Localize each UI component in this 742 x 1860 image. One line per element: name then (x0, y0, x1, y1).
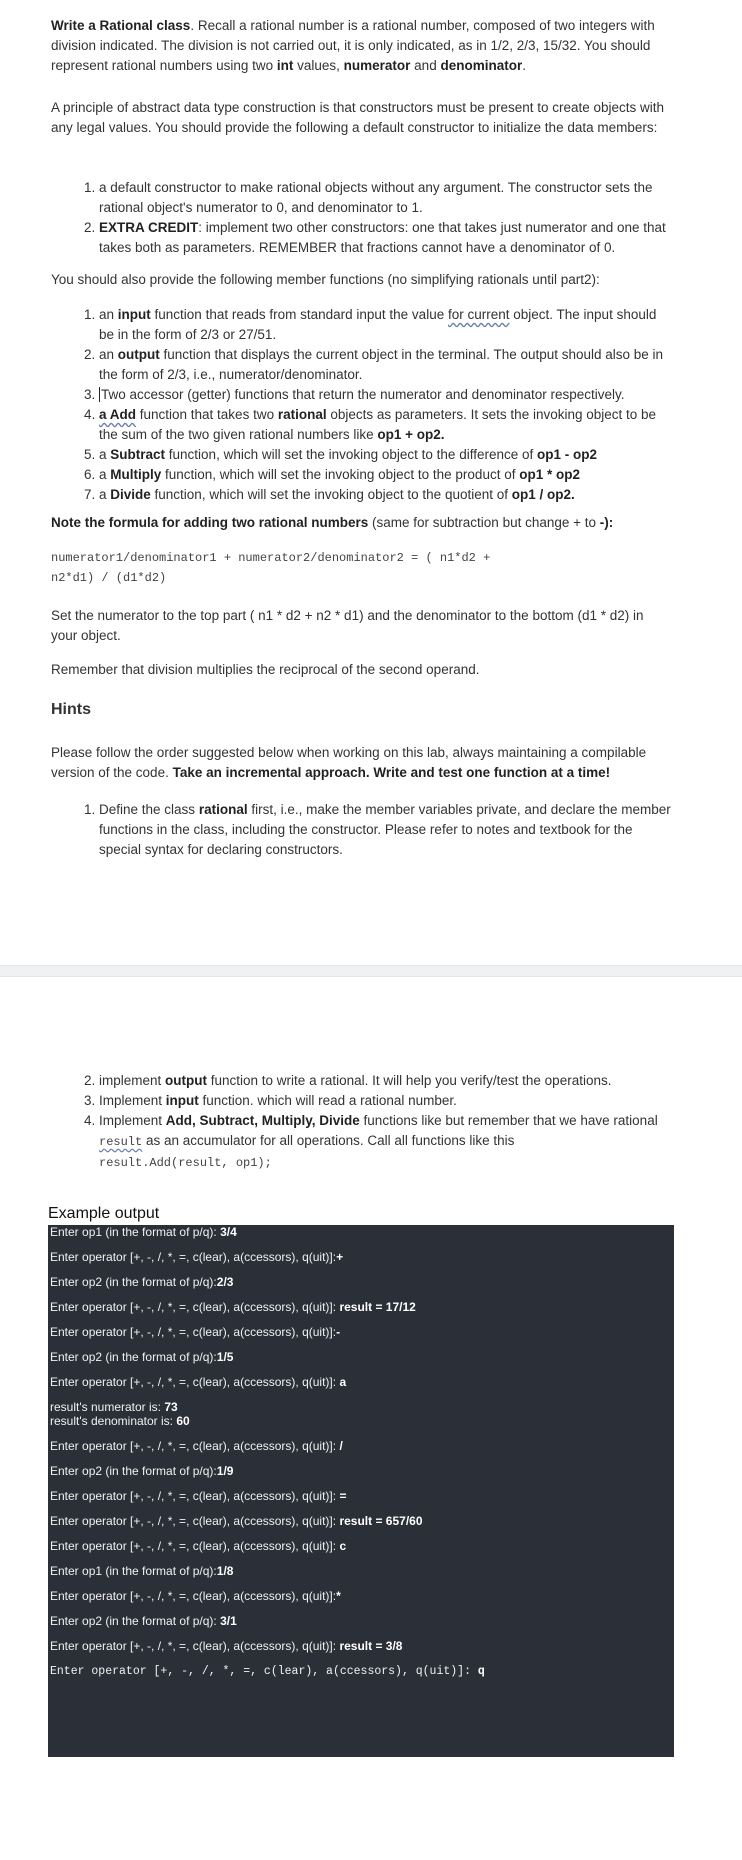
terminal-output (48, 1225, 674, 1757)
list-item: 2. implement output function to write a rational. It will help you verify/test the operations. (99, 1071, 671, 1091)
terminal-line: Enter operator [+, -, /, *, =, c(lear), a(ccessors), q(uit)]: / (50, 1439, 343, 1453)
remember-paragraph: Remember that division multiplies the reciprocal of the second operand. (51, 662, 480, 677)
list-item: 7. a Divide function, which will set the invoking object to the quotient of op1 / op2. (99, 485, 671, 505)
terminal-line: Enter operator [+, -, /, *, =, c(lear), a(ccessors), q(uit)]:* (50, 1589, 341, 1603)
spellcheck-underline: a Add (99, 407, 136, 422)
constructors-list (51, 178, 671, 258)
terminal-line: Enter operator [+, -, /, *, =, c(lear), a(ccessors), q(uit)]: = (50, 1489, 347, 1503)
terminal-line: Enter op1 (in the format of p/q):1/8 (50, 1564, 234, 1578)
list-item: 4. Implement Add, Subtract, Multiply, Divide functions like but remember that we have rational result as an accumulator for all operations. Call all functions like this result.Add(result, op1); (99, 1111, 671, 1173)
terminal-line: Enter op2 (in the format of p/q):1/9 (50, 1464, 234, 1478)
terminal-line: Enter operator [+, -, /, *, =, c(lear), a(ccessors), q(uit)]:+ (50, 1250, 344, 1264)
example-output-title: Example output (48, 1205, 160, 1222)
terminal-line: Enter op1 (in the format of p/q): 3/4 (50, 1225, 237, 1239)
list-item: 1. a default constructor to make rational objects without any argument. The constructor sets the rational object's numerator to 0, and denominator to 1. (99, 178, 671, 218)
intro-paragraph: Write a Rational class. Recall a rational number is a rational number, composed of two integers with division indicated. The division is not carried out, it is only indicated, as in 1/2, 2/3, 15/32. You should represent rational numbers using two int values, numerator and denominator. (51, 18, 655, 73)
terminal-line: Enter op2 (in the format of p/q): 3/1 (50, 1614, 237, 1628)
list-item: 1. Define the class rational first, i.e., make the member variables private, and declare the member functions in the class, including the constructor. Please refer to notes and textbook for the special syntax for declaring constructors. (99, 800, 671, 860)
list-item: 6. a Multiply function, which will set the invoking object to the product of op1 * op2 (99, 465, 671, 485)
spellcheck-underline: for current (447, 307, 510, 322)
list-item: 2. EXTRA CREDIT: implement two other constructors: one that takes just numerator and one that takes both as parameters. REMEMBER that fractions cannot have a denominator of 0. (99, 218, 671, 258)
text-cursor (99, 387, 100, 402)
terminal-line: result's numerator is: 73 (50, 1400, 178, 1414)
member-functions-list (51, 305, 671, 505)
list-item: 2. an output function that displays the current object in the terminal. The output should also be in the form of 2/3, i.e., numerator/denominator. (99, 345, 671, 385)
terminal-line: Enter operator [+, -, /, *, =, c(lear), a(ccessors), q(uit)]: result = 657/60 (50, 1514, 423, 1528)
list-item: 5. a Subtract function, which will set the invoking object to the difference of op1 - op2 (99, 445, 671, 465)
page-break (0, 965, 742, 977)
terminal-line: Enter op2 (in the format of p/q):1/5 (50, 1350, 234, 1364)
terminal-line: Enter operator [+, -, /, *, =, c(lear), a(ccessors), q(uit)]: result = 17/12 (50, 1300, 416, 1314)
set-paragraph: Set the numerator to the top part ( n1 * d2 + n2 * d1) and the denominator to the bottom (d1 * d2) in your object. (51, 608, 644, 643)
list-item: 3. Implement input function. which will read a rational number. (99, 1091, 671, 1111)
terminal-line: Enter op2 (in the format of p/q):2/3 (50, 1275, 234, 1289)
terminal-line: Enter operator [+, -, /, *, =, c(lear), a(ccessors), q(uit)]: c (50, 1539, 347, 1553)
document-page-2 (0, 977, 742, 1860)
intro-lead: Write a Rational class (51, 18, 191, 33)
list-item: 4. a Add function that takes two rational objects as parameters. It sets the invoking object to be the sum of the two given rational numbers like op1 + op2. (99, 405, 671, 445)
adt-paragraph: A principle of abstract data type construction is that constructors must be present to create objects with any legal values. You should provide the following a default constructor to initialize the data members: (51, 100, 665, 135)
hints-paragraph: Please follow the order suggested below when working on this lab, always maintaining a compilable version of the code. Take an incremental approach. Write and test one function at a time! (51, 745, 647, 780)
formula-note: Note the formula for adding two rational numbers (same for subtraction but change + to -): (51, 515, 614, 530)
terminal-line: Enter operator [+, -, /, *, =, c(lear), a(ccessors), q(uit)]: result = 3/8 (50, 1639, 403, 1653)
terminal-line: Enter operator [+, -, /, *, =, c(lear), a(ccessors), q(uit)]:- (50, 1325, 341, 1339)
hints-steps-list-continued (51, 1071, 671, 1173)
terminal-line: Enter operator [+, -, /, *, =, c(lear), a(ccessors), q(uit)]: q (50, 1665, 485, 1678)
terminal-line: Enter operator [+, -, /, *, =, c(lear), a(ccessors), q(uit)]: a (50, 1375, 347, 1389)
formula-code: numerator1/denominator1 + numerator2/denominator2 = ( n1*d2 + n2*d1) / (d1*d2) (51, 551, 491, 585)
hints-steps-list (51, 800, 671, 860)
list-item: 1. an input function that reads from standard input the value for current object. The input should be in the form of 2/3 or 27/51. (99, 305, 671, 345)
terminal-line: result's denominator is: 60 (50, 1414, 190, 1428)
list-item: 3. Two accessor (getter) functions that return the numerator and denominator respectively. (99, 385, 671, 405)
spellcheck-underline: result (99, 1135, 143, 1149)
members-intro: You should also provide the following member functions (no simplifying rationals until part2): (51, 272, 600, 287)
hints-heading: Hints (51, 701, 91, 718)
